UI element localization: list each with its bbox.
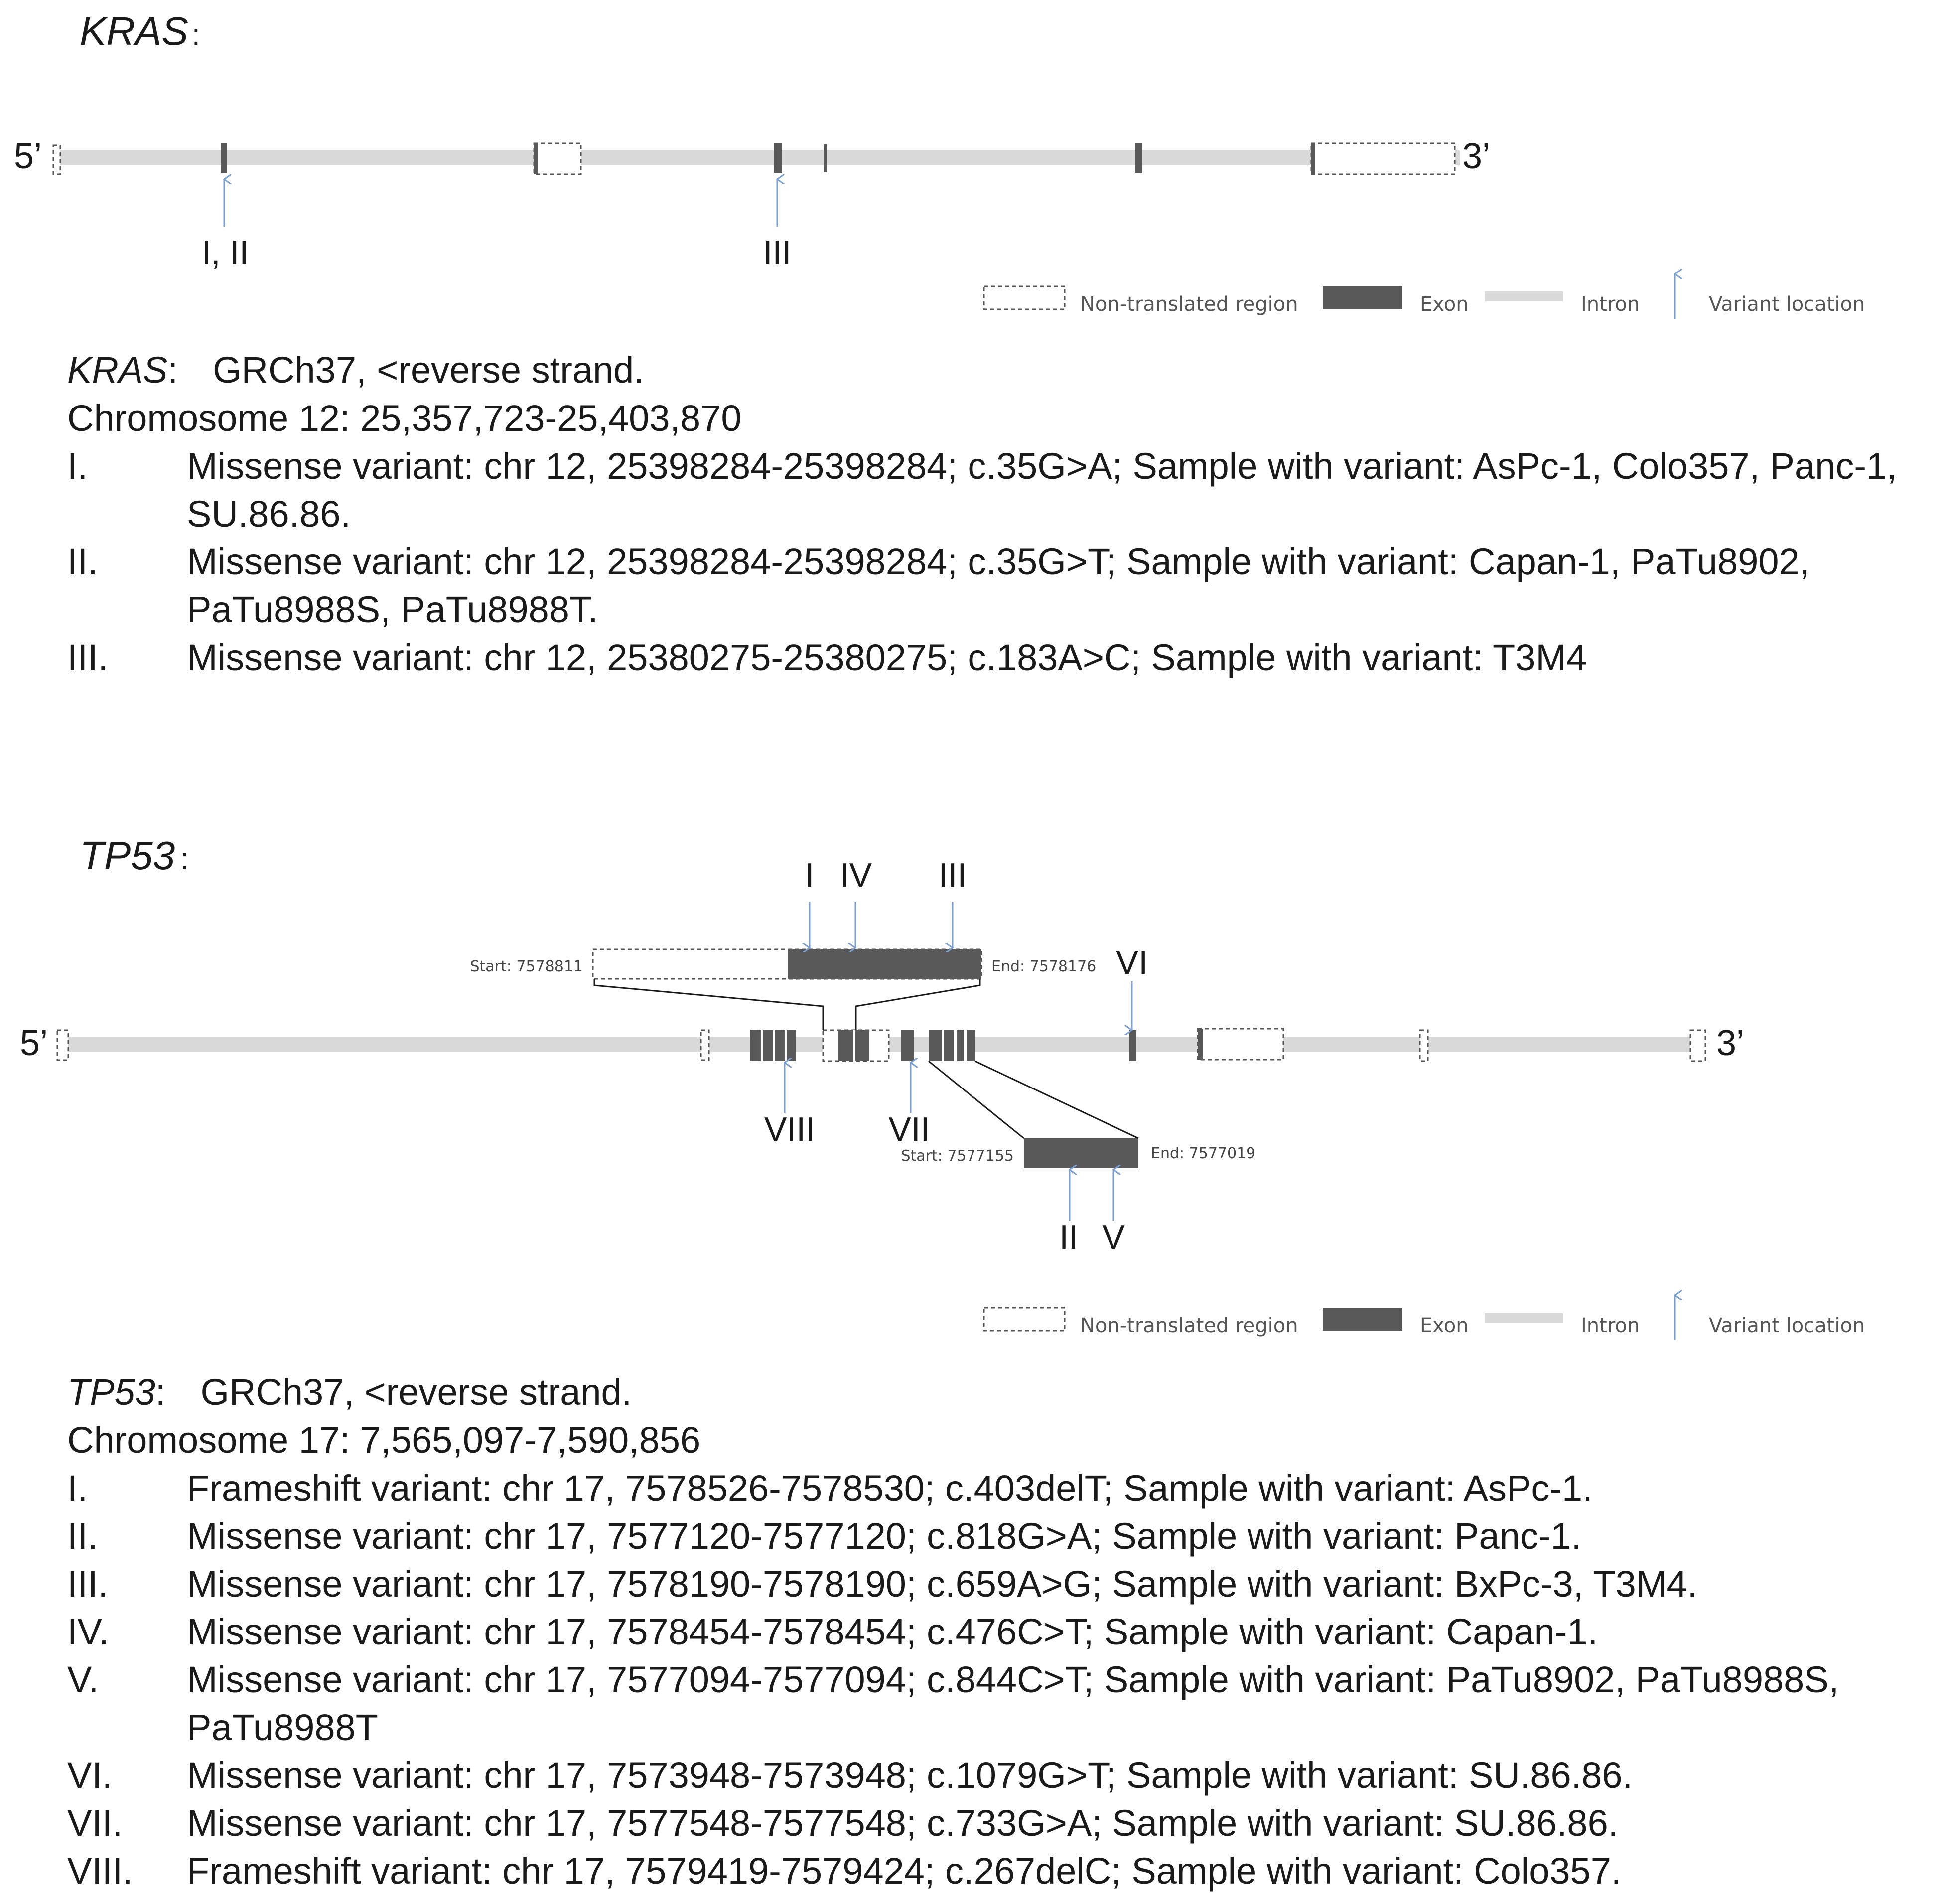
list-item [67, 1847, 1944, 1895]
variant-text: Missense variant: chr 17, 7577120-7577120; c.818G>A; Sample with variant: Panc-1. [187, 1515, 1582, 1557]
list-item [67, 538, 1944, 634]
variant-text: Missense variant: chr 17, 7573948-7573948; c.1079G>T; Sample with variant: SU.86.86. [187, 1755, 1633, 1796]
tp53-utr-d [1420, 1030, 1428, 1061]
tp53-zoom-top-end: End: 7578176 [991, 958, 1097, 975]
tp53-arrow-label-i: I [805, 856, 815, 894]
kras-legend [984, 274, 1865, 319]
kras-exon-b [774, 143, 782, 173]
kras-chromosome: Chromosome 12: 25,357,723-25,403,870 [67, 398, 742, 439]
variant-text: Missense variant: chr 12, 25398284-25398284; c.35G>A; Sample with variant: AsPc-1, Colo357, Panc-1, SU.86.86. [187, 445, 1897, 535]
kras-arrow-label-1: I, II [201, 234, 249, 272]
kras-three-prime: 3’ [1462, 136, 1491, 176]
variant-number: VII. [67, 1802, 123, 1844]
tp53-arrow-label-iii: III [938, 856, 967, 894]
tp53-zoom-bottom-connector-left [929, 1061, 1024, 1138]
variant-text: Missense variant: chr 17, 7578454-7578454; c.476C>T; Sample with variant: Capan-1. [187, 1611, 1598, 1652]
kras-exon-2-coding [534, 143, 538, 174]
variant-text: Frameshift variant: chr 17, 7578526-7578530; c.403delT; Sample with variant: AsPc-1. [187, 1468, 1593, 1509]
kras-exon-d [1135, 143, 1142, 173]
tp53-exon-gap-4 [853, 1030, 855, 1061]
tp53-zoom-top-exon [788, 949, 981, 979]
legend-intron-swatch [1485, 1313, 1563, 1323]
list-item [67, 1512, 1944, 1560]
legend-exon-swatch [1323, 1308, 1402, 1331]
legend-exon-label: Exon [1420, 293, 1469, 316]
tp53-title-colon: : [180, 842, 189, 876]
kras-arrow-label-2: III [763, 234, 792, 272]
variant-text: Missense variant: chr 12, 25398284-25398284; c.35G>T; Sample with variant: Capan-1, PaTu8902, PaTu8988S, PaTu8988T. [187, 541, 1810, 630]
tp53-utr-c [1198, 1029, 1283, 1060]
variant-number: VI. [67, 1755, 113, 1796]
list-item [67, 1752, 1944, 1799]
tp53-arrow-label-vii: VII [888, 1110, 930, 1148]
tp53-info-sep: : [155, 1371, 166, 1413]
tp53-utr-a [701, 1030, 709, 1060]
tp53-zoom-top-start: Start: 7578811 [470, 958, 583, 975]
tp53-exon-c-coding [1198, 1029, 1203, 1060]
kras-assembly-line [67, 346, 644, 394]
kras-exon-c [824, 144, 827, 172]
kras-title-colon: : [192, 18, 200, 51]
tp53-chromosome: Chromosome 17: 7,565,097-7,590,856 [67, 1419, 701, 1461]
legend-intron-swatch [1485, 291, 1563, 301]
tp53-exon-gap-6 [954, 1030, 957, 1061]
kras-utr-5 [53, 145, 60, 174]
kras-utr-exon2 [534, 143, 581, 174]
tp53-exon-gap-5 [942, 1030, 944, 1061]
tp53-exon-gap-7 [964, 1030, 967, 1061]
legend-exon-swatch [1323, 286, 1402, 309]
list-item [67, 1608, 1944, 1656]
kras-title: KRAS [80, 9, 188, 53]
tp53-diagram [20, 833, 1865, 1340]
legend-utr-swatch [984, 1308, 1065, 1331]
variant-text: Missense variant: chr 17, 7577094-7577094; c.844C>T; Sample with variant: PaTu8902, PaTu8988S, PaTu8988T [187, 1659, 1839, 1748]
variant-number: I. [67, 445, 88, 487]
legend-intron-label: Intron [1581, 293, 1640, 316]
list-item [67, 634, 1944, 681]
tp53-zoom-bottom-start: Start: 7577155 [901, 1147, 1014, 1165]
tp53-info-assembly: GRCh37, <reverse strand. [200, 1371, 632, 1413]
tp53-arrow-label-vi: VI [1115, 944, 1148, 981]
tp53-five-prime: 5’ [20, 1023, 48, 1063]
legend-variant-label: Variant location [1709, 1314, 1865, 1337]
list-item [67, 1560, 1944, 1608]
variant-text: Frameshift variant: chr 17, 7579419-7579424; c.267delC; Sample with variant: Colo357. [187, 1850, 1622, 1892]
variant-number: V. [67, 1659, 99, 1700]
tp53-exon-gap-1 [761, 1030, 763, 1061]
legend-intron-label: Intron [1581, 1314, 1640, 1337]
variant-number: III. [67, 1563, 109, 1605]
tp53-arrow-label-iv: IV [839, 856, 872, 894]
legend-variant-label: Variant location [1709, 293, 1865, 316]
variant-text: Missense variant: chr 17, 7578190-7578190; c.659A>G; Sample with variant: BxPc-3, T3M4. [187, 1563, 1698, 1605]
tp53-zoom-bottom-connector-right [975, 1061, 1138, 1138]
list-item [67, 1656, 1944, 1752]
kras-variant-list [67, 442, 1944, 681]
tp53-legend [984, 1295, 1865, 1340]
variant-number: II. [67, 1515, 98, 1557]
tp53-arrow-label-v: V [1102, 1219, 1125, 1256]
tp53-zoom-top-connector-right [856, 979, 980, 1030]
tp53-three-prime: 3’ [1716, 1023, 1745, 1063]
kras-exon-last-coding [1311, 143, 1315, 174]
tp53-zoom-top-connector-left [594, 979, 823, 1030]
variant-text: Missense variant: chr 12, 25380275-25380275; c.183A>C; Sample with variant: T3M4 [187, 637, 1587, 678]
tp53-title: TP53 [80, 833, 175, 878]
tp53-exon-vii [901, 1030, 914, 1061]
variant-number: II. [67, 541, 98, 582]
variant-number: III. [67, 637, 109, 678]
variant-number: VIII. [67, 1850, 133, 1892]
legend-utr-swatch [984, 286, 1065, 309]
tp53-exon-gap-2 [773, 1030, 775, 1061]
tp53-exon-group-1 [750, 1030, 796, 1061]
tp53-arrow-label-viii: VIII [764, 1110, 816, 1148]
list-item [67, 1465, 1944, 1512]
kras-five-prime: 5’ [14, 136, 42, 176]
legend-utr-label: Non-translated region [1080, 293, 1298, 316]
tp53-exon-group-2 [929, 1030, 975, 1061]
variant-text: Missense variant: chr 17, 7577548-7577548; c.733G>A; Sample with variant: SU.86.86. [187, 1802, 1619, 1844]
kras-intron-line [55, 150, 1460, 165]
legend-exon-label: Exon [1420, 1314, 1469, 1337]
variant-number: I. [67, 1468, 88, 1509]
tp53-zoom-bottom-end: End: 7577019 [1151, 1145, 1256, 1162]
kras-info-gene: KRAS [67, 349, 168, 391]
tp53-info-gene: TP53 [67, 1371, 155, 1413]
list-item [67, 442, 1944, 538]
tp53-arrow-label-ii: II [1059, 1219, 1078, 1256]
kras-diagram [14, 9, 1865, 319]
tp53-variant-list [67, 1465, 1944, 1895]
legend-utr-label: Non-translated region [1080, 1314, 1298, 1337]
kras-info-sep: : [167, 349, 178, 391]
tp53-utr-5 [57, 1030, 68, 1060]
tp53-assembly-line [67, 1368, 632, 1416]
tp53-utr-3 [1690, 1030, 1705, 1061]
kras-exon-a [221, 143, 227, 173]
tp53-exon-gap-3 [785, 1030, 787, 1061]
variant-number: IV. [67, 1611, 109, 1652]
kras-utr-3 [1311, 143, 1455, 174]
tp53-zoom-bottom-exon [1024, 1138, 1138, 1168]
list-item [67, 1799, 1944, 1847]
tp53-exon-vi [1129, 1030, 1136, 1061]
kras-info-assembly: GRCh37, <reverse strand. [213, 349, 644, 391]
